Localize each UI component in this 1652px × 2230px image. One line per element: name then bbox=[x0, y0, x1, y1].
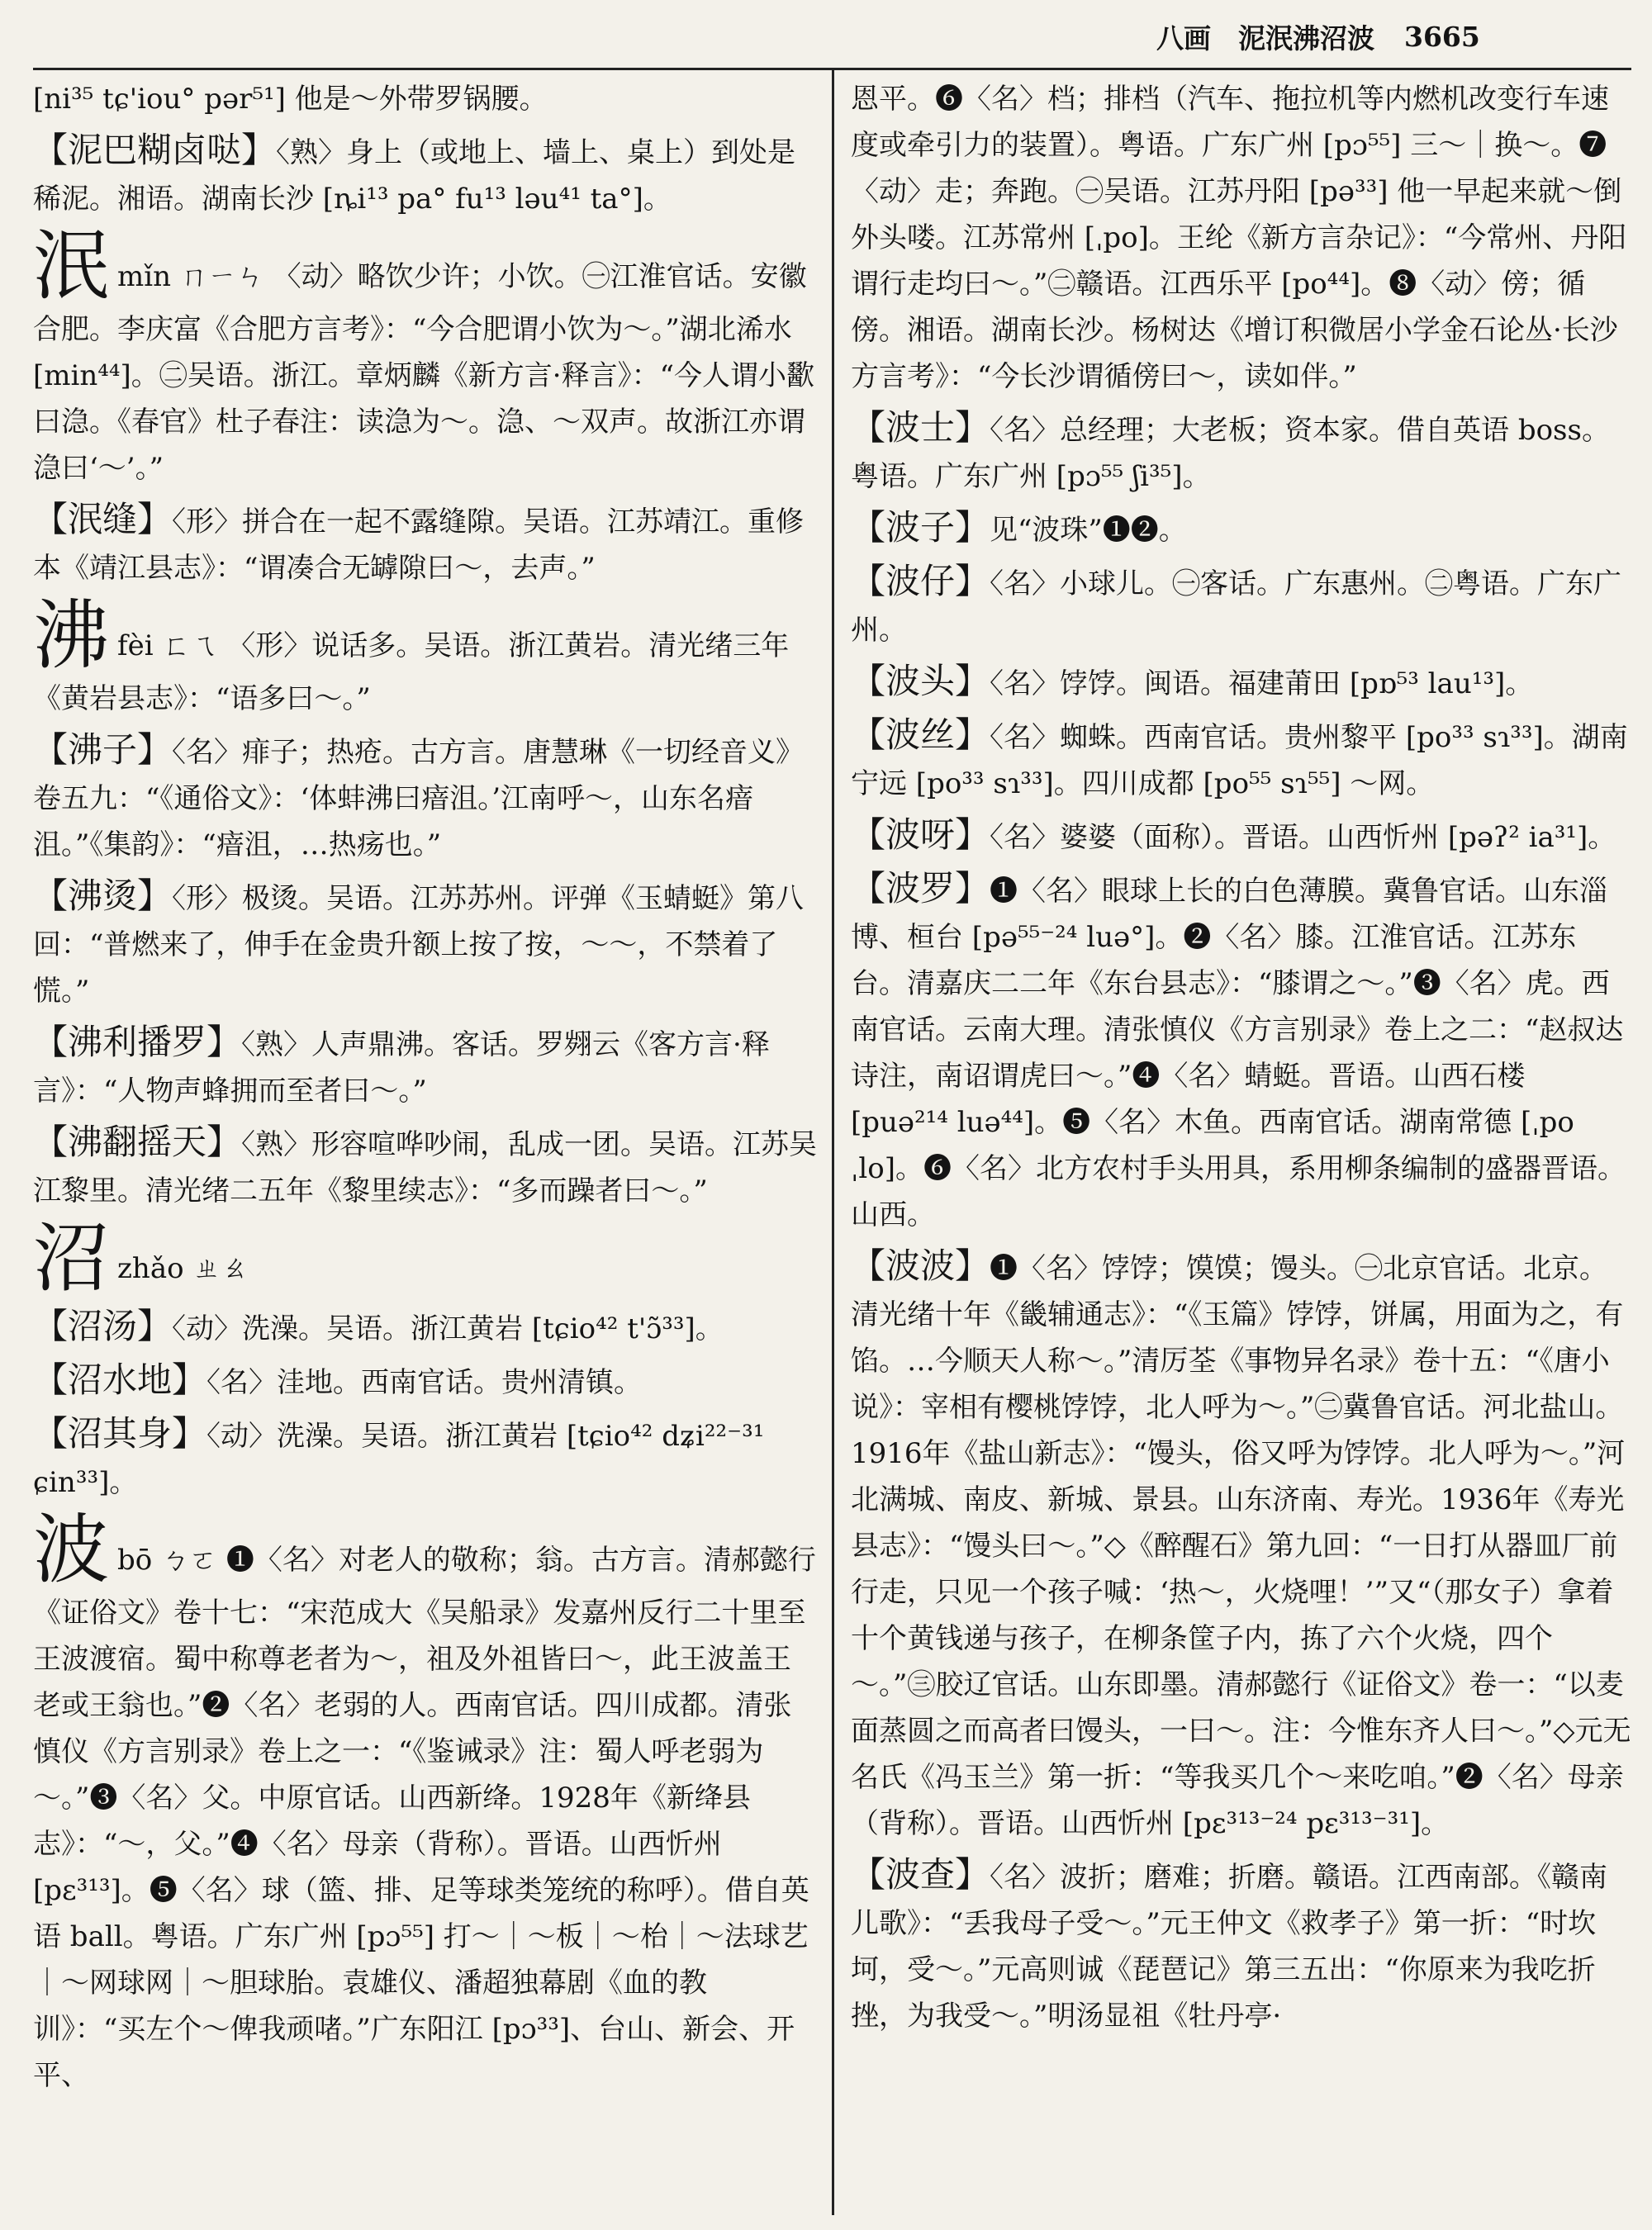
headword: 【沸翻摇天】 bbox=[33, 1122, 242, 1162]
definition: 见“波珠”❶❷。 bbox=[990, 514, 1187, 547]
entry bbox=[33, 727, 818, 868]
headword: 【波呀】 bbox=[851, 814, 990, 855]
definition: 〈形〉拼合在一起不露缝隙。吴语。江苏靖江。重修本《靖江县志》：“谓凑合无罅隙曰～，去声。” bbox=[33, 505, 805, 585]
entry bbox=[851, 712, 1631, 807]
definition: 〈名〉洼地。西南官话。贵州清镇。 bbox=[206, 1366, 643, 1399]
definition: 〈名〉波折；磨难；折磨。赣语。江西南部。《赣南儿歌》：“丢我母子受～。”元王仲文《救孝子》第一折：“时坎坷，受～。”元高则诚《琵琶记》第三五出：“你原来为我吃折挫，为我受～。”明汤显祖《牡丹亭· bbox=[851, 1861, 1608, 2033]
head-character: 沼 bbox=[33, 1214, 110, 1302]
entry bbox=[851, 1243, 1631, 1847]
definition: 〈熟〉人声鼎沸。客话。罗翙云《客方言·释言》：“人物声蜂拥而至者曰～。” bbox=[33, 1028, 770, 1108]
entry bbox=[33, 127, 818, 222]
entry bbox=[33, 1119, 818, 1214]
header-title: 八画 泥泯沸沼波 bbox=[1156, 21, 1374, 55]
headword: 【波丝】 bbox=[851, 714, 990, 755]
definition: 〈名〉蜘蛛。西南官话。贵州黎平 [po³³ sɿ³³]。湖南宁远 [po³³ sɿ³³]。四川成都 [po⁵⁵ sɿ⁵⁵] ～网。 bbox=[851, 721, 1628, 800]
character-entry bbox=[33, 222, 818, 491]
definition: 〈名〉总经理；大老板；资本家。借自英语 boss。粤语。广东广州 [pɔ⁵⁵ ʃi³⁵]。 bbox=[851, 414, 1610, 493]
entry bbox=[33, 873, 818, 1014]
entry-continuation: 恩平。❻〈名〉档；排档（汽车、拖拉机等内燃机改变行车速度或牵引力的装置）。粤语。广东广州 [pɔ⁵⁵] 三～｜换～。❼〈动〉走；奔跑。㊀吴语。江苏丹阳 [pə³³] 他一早起来就～倒外头喽。江苏常州 [ˌpo]。王纶《新方言杂记》：“今常州、丹阳谓行走均曰～。”㊁赣语。江西乐平 [po⁴⁴]。❽〈动〉傍；循傍。湘语。湖南长沙。杨树达《增订积微居小学金石论丛·长沙方言考》：“今长沙谓循傍曰～，读如伴。” bbox=[851, 83, 1627, 393]
entry bbox=[33, 1019, 818, 1114]
headword: 【波查】 bbox=[851, 1854, 990, 1895]
definition: 〈名〉痱子；热疮。古方言。唐慧琳《一切经音义》卷五九：“《通俗文》：‘体蚌沸曰瘖沮。’江南呼～，山东名瘖沮。”《集韵》：“瘖沮，…热疡也。” bbox=[33, 736, 805, 861]
definition: 〈名〉小球儿。㊀客话。广东惠州。㊁粤语。广东广州。 bbox=[851, 567, 1622, 647]
entry bbox=[33, 1357, 818, 1406]
entry-continuation: [ni³⁵ tɕ'iou° pər⁵¹] 他是～外带罗锅腰。 bbox=[33, 83, 548, 116]
definition: zhǎo ㄓㄠ bbox=[117, 1252, 249, 1285]
headword: 【沼其身】 bbox=[33, 1413, 207, 1454]
definition: 〈形〉极烫。吴语。江苏苏州。评弹《玉蜻蜓》第八回：“普燃来了，伸手在金贵升额上按了按，～～，不禁着了慌。” bbox=[33, 882, 805, 1008]
page-header bbox=[1156, 12, 1619, 61]
character-entry bbox=[33, 1506, 818, 2099]
right-column bbox=[851, 76, 1631, 2039]
entry bbox=[851, 866, 1631, 1238]
headword: 【波波】 bbox=[851, 1245, 990, 1286]
head-character: 波 bbox=[33, 1506, 110, 1594]
entry bbox=[851, 658, 1631, 707]
character-entry bbox=[33, 1214, 818, 1302]
character-entry bbox=[33, 591, 818, 722]
headword: 【波罗】 bbox=[851, 868, 990, 909]
headword: 【沼汤】 bbox=[33, 1306, 173, 1346]
definition: ❶〈名〉眼球上长的白色薄膜。冀鲁官话。山东淄博、桓台 [pə⁵⁵⁻²⁴ luə°]。❷〈名〉膝。江淮官话。江苏东台。清嘉庆二二年《东台县志》：“膝谓之～。”❸〈名〉虎。西南官话。云南大理。清张慎仪《方言别录》卷上之二：“赵叔达诗注，南诏谓虎曰～。”❹〈名〉蜻蜓。晋语。山西石楼 [puə²¹⁴ luə⁴⁴]。❺〈名〉木鱼。西南官话。湖南常德 [ˌpo ˌlo]。❻〈名〉北方农村手头用具，系用柳条编制的盛器晋语。山西。 bbox=[851, 875, 1626, 1231]
entry bbox=[851, 558, 1631, 653]
entry bbox=[33, 496, 818, 591]
definition: fèi ㄈㄟ 〈形〉说话多。吴语。浙江黄岩。清光绪三年《黄岩县志》：“语多曰～。” bbox=[33, 629, 790, 715]
headword: 【沸子】 bbox=[33, 729, 173, 770]
head-character: 沸 bbox=[33, 591, 110, 680]
definition: 〈名〉婆婆（面称）。晋语。山西忻州 [pəʔ² ia³¹]。 bbox=[990, 821, 1616, 854]
left-column bbox=[33, 76, 818, 2099]
entry bbox=[33, 1411, 818, 1506]
definition: 〈熟〉身上（或地上、墙上、桌上）到处是稀泥。湘语。湖南长沙 [ȵi¹³ pa° fu¹³ ləu⁴¹ ta°]。 bbox=[33, 136, 796, 216]
definition: ❶〈名〉饽饽；馍馍；馒头。㊀北京官话。北京。清光绪十年《畿辅通志》：“《玉篇》饽饽，饼属，用面为之，有馅。…今顺天人称～。”清厉荃《事物异名录》卷十五：“《唐小说》：宰相有樱桃饽饽，北人呼为～。”㊁冀鲁官话。河北盐山。1916年《盐山新志》：“馒头，俗又呼为饽饽。北人呼为～。”河北满城、南皮、新城、景县。山东济南、寿光。1936年《寿光县志》：“馒头曰～。”◇《醉醒石》第九回：“一日打从器皿厂前行走，只见一个孩子喊：‘热～，火烧哩！’”又“（那女子）拿着十个黄钱递与孩子，在柳条筐子内，拣了六个火烧，四个～。”㊂胶辽官话。山东即墨。清郝懿行《证俗文》卷一：“以麦面蒸圆之而高者曰馒头，一曰～。注：今惟东齐人曰～。”◇元无名氏《冯玉兰》第一折：“等我买几个～来吃咱。”❷〈名〉母亲（背称）。晋语。山西忻州 [pɛ³¹³⁻²⁴ pɛ³¹³⁻³¹]。 bbox=[851, 1252, 1631, 1840]
entry bbox=[33, 1303, 818, 1352]
headword: 【泥巴糊卤哒】 bbox=[33, 130, 277, 170]
head-character: 泯 bbox=[33, 222, 110, 311]
entry bbox=[851, 812, 1631, 861]
entry bbox=[851, 505, 1631, 553]
page-number: 3665 bbox=[1404, 20, 1480, 53]
entry bbox=[851, 1852, 1631, 2039]
headword: 【沸烫】 bbox=[33, 875, 173, 916]
headword: 【波头】 bbox=[851, 661, 990, 701]
column-divider bbox=[832, 68, 834, 2215]
entry bbox=[851, 405, 1631, 500]
headword: 【波子】 bbox=[851, 507, 990, 548]
headword: 【沼水地】 bbox=[33, 1359, 207, 1400]
definition: mǐn ㄇㄧㄣ 〈动〉略饮少许；小饮。㊀江淮官话。安徽合肥。李庆富《合肥方言考》：“今合肥谓小饮为～。”湖北浠水 [min⁴⁴]。㊁吴语。浙江。章炳麟《新方言·释言》：“今人谓小歠曰㴔。《春官》杜子春注：读㴔为～。㴔、～双声。故浙江亦谓㴔曰‘～’。” bbox=[33, 260, 814, 485]
definition: 〈熟〉形容喧哗吵闹，乱成一团。吴语。江苏吴江黎里。清光绪二五年《黎里续志》：“多而躁者曰～。” bbox=[33, 1128, 818, 1208]
definition: 〈名〉饽饽。闽语。福建莆田 [pɒ⁵³ lau¹³]。 bbox=[990, 667, 1534, 700]
headword: 【沸利播罗】 bbox=[33, 1022, 242, 1062]
definition: 〈动〉洗澡。吴语。浙江黄岩 [tɕio⁴² t'ɔ̃³³]。 bbox=[172, 1312, 724, 1345]
headword: 【波士】 bbox=[851, 407, 990, 448]
definition: bō ㄅㄛ ❶〈名〉对老人的敬称；翁。古方言。清郝懿行《证俗文》卷十七：“宋范成大《吴船录》发嘉州反行二十里至王波渡宿。蜀中称尊老者为～，祖及外祖皆曰～，此王波盖王老或王翁也。”❷〈名〉老弱的人。西南官话。四川成都。清张慎仪《方言别录》卷上之一：“《鉴诫录》注：蜀人呼老弱为～。”❸〈名〉父。中原官话。山西新绛。1928年《新绛县志》：“～，父。”❹〈名〉母亲（背称）。晋语。山西忻州 [pɛ³¹³]。❺〈名〉球（篮、排、足等球类笼统的称呼）。借自英语 ball。粤语。广东广州 [pɔ⁵⁵] 打～｜～板｜～枱｜～法球艺｜～网球网｜～胆球胎。袁雄仪、潘超独幕剧《血的教训》：“买左个～俾我顽啫。”广东阳江 [pɔ³³]、台山、新会、开平、 bbox=[33, 1544, 816, 2092]
headword: 【波仔】 bbox=[851, 561, 990, 601]
definition: 〈动〉洗澡。吴语。浙江黄岩 [tɕio⁴² dʑi²²⁻³¹ ɕin³³]。 bbox=[33, 1420, 765, 1499]
headword: 【泯缝】 bbox=[33, 499, 173, 539]
